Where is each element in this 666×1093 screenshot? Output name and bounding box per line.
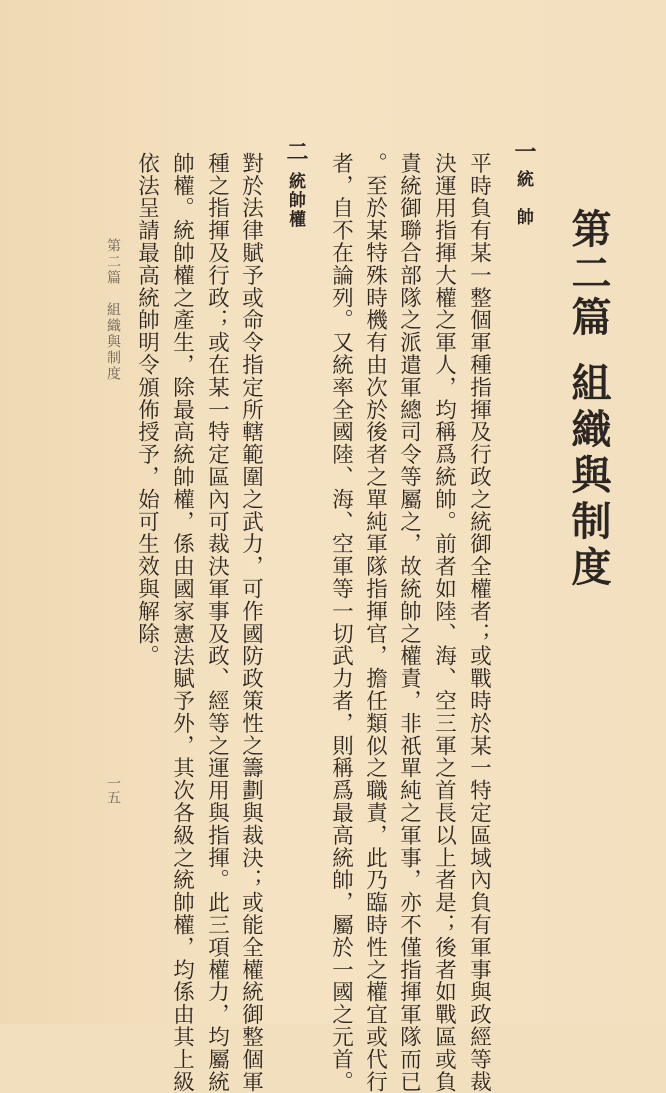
- page-number: 一五: [105, 776, 121, 804]
- section2-heading: 統帥權: [285, 172, 305, 229]
- section2-line-1: 對於法律賦予或命令指定所轄範圍之武力，可作國防政策性之籌劃與裁決；或能全權統御整個軍: [238, 152, 264, 1093]
- chapter-volume: 第二篇: [565, 208, 612, 340]
- section2-line-2: 種之指揮及行政；或在某一特定區內可裁決軍事及政、經等之運用與指揮。此三項權力，均屬統: [204, 152, 230, 1093]
- section1-number: 一: [511, 140, 537, 164]
- section1-line-5: 者，自不在論列。又統率全國陸、海、空軍等一切武力者，則稱爲最高統帥，屬於一國之元首。: [328, 152, 354, 1093]
- section1-line-3: 責統御聯合部隊之派遣軍總司令等屬之，故統帥之權責，非祇單純之軍事，亦不僅指揮軍隊而已: [396, 152, 422, 1093]
- section2-line-4: 依法呈請最高統帥明令頒佈授予，始可生效與解除。: [134, 152, 160, 668]
- section1-heading: 統 帥: [513, 170, 533, 227]
- chapter-title: 組織與制度: [565, 362, 612, 592]
- section1-line-1: 平時負有某一整個軍種指揮及行政之統御全權者；或戰時於某一特定區域內負有軍事與政經等裁: [466, 152, 492, 1093]
- section1-line-4: 。至於某特殊時機有由次於後者之單純軍隊指揮官，擔任類似之職責，此乃臨時性之權宜或代行: [362, 152, 388, 1093]
- section2-line-3: 帥權。統帥權之產生，除最高統帥權，係由國家憲法賦予外，其次各級之統帥權，均係由其上級: [169, 152, 195, 1093]
- running-head: 第二篇 組織與制度: [105, 238, 121, 382]
- section1-line-2: 決運用指揮大權之軍人，均稱爲統帥。前者如陸、海、空三軍之首長以上者是；後者如戰區或負: [431, 152, 457, 1093]
- section2-number: 二: [283, 140, 309, 164]
